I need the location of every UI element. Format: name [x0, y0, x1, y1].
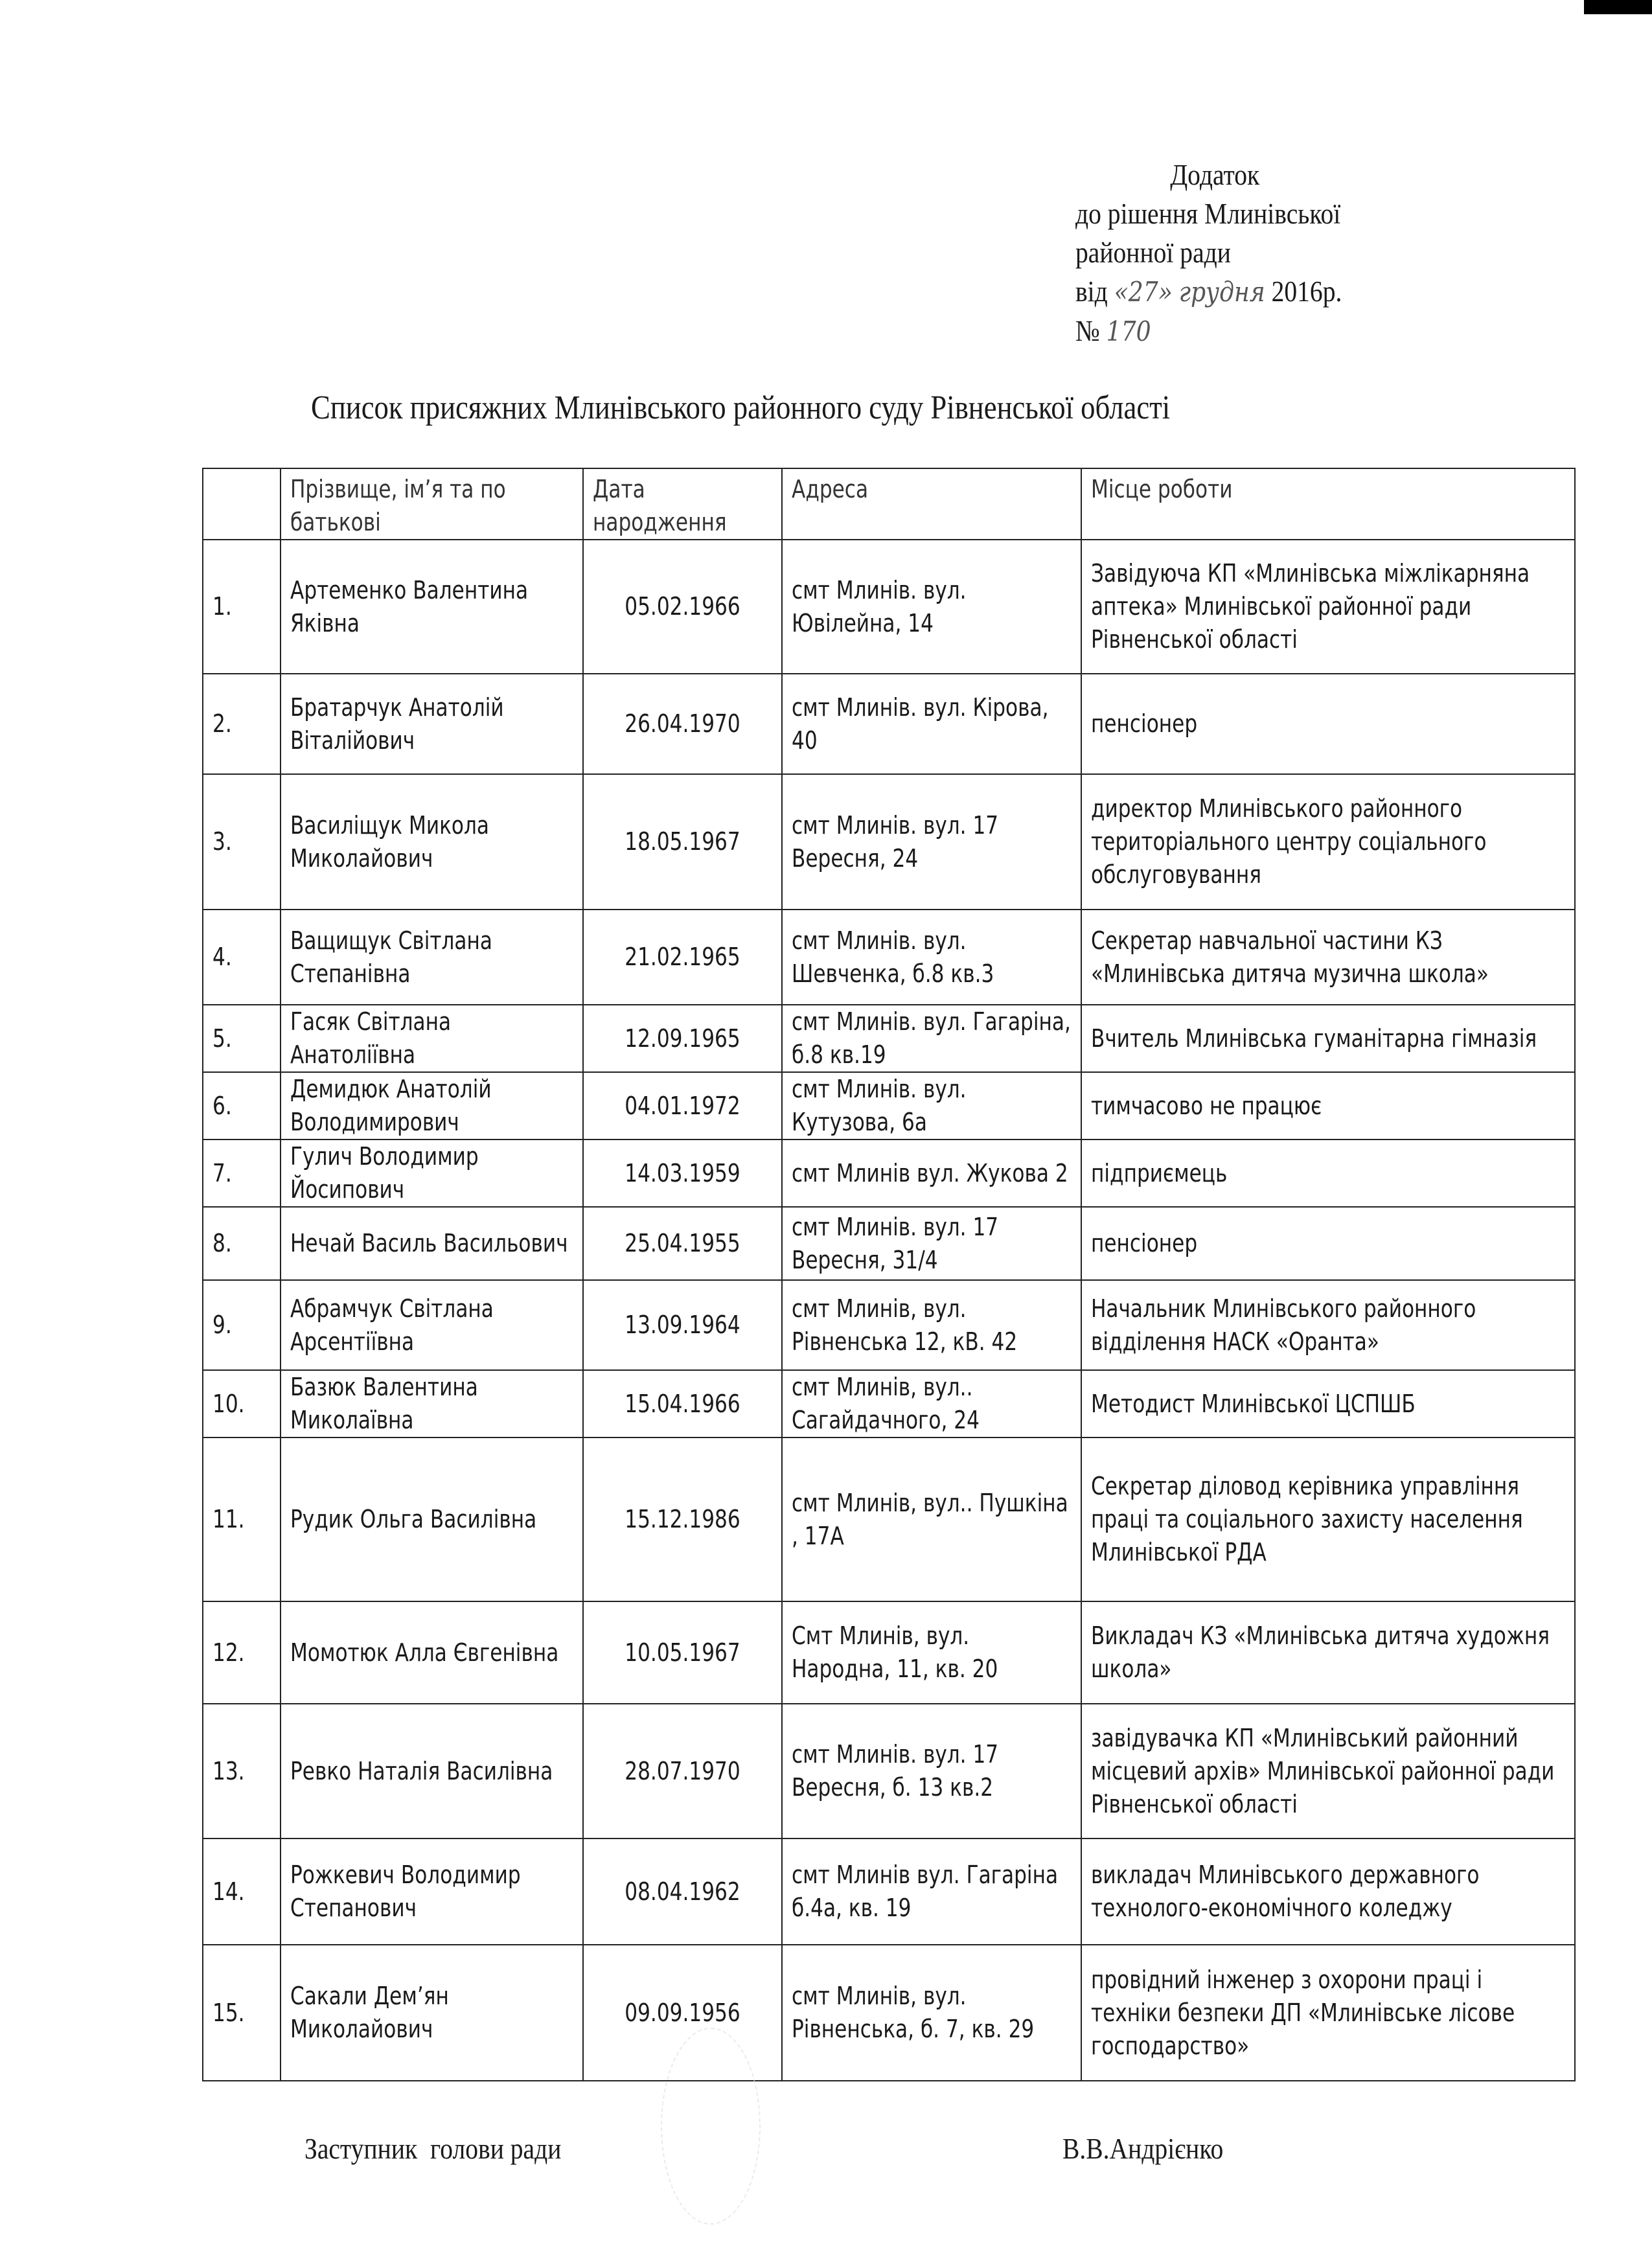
- juror-workplace: Вчитель Млинівська гуманітарна гімназія: [1081, 1005, 1575, 1072]
- juror-name: Гасяк Світлана Анатоліївна: [281, 1005, 583, 1072]
- jurors-table: [202, 468, 1576, 2081]
- juror-workplace: підприємець: [1081, 1140, 1575, 1207]
- table-row: [203, 674, 1575, 774]
- juror-address: смт Млинів. вул. 17 Вересня, 31/4: [782, 1207, 1081, 1280]
- appendix-label: Додаток: [1170, 158, 1260, 191]
- juror-address: смт Млинів. вул. Гагаріна, б.8 кв.19: [782, 1005, 1081, 1072]
- handwritten-number: 170: [1106, 315, 1151, 347]
- juror-birth-date: 15.04.1966: [583, 1370, 782, 1438]
- juror-name: Братарчук Анатолій Віталійович: [281, 674, 583, 774]
- row-number: 1.: [203, 540, 281, 674]
- juror-address: смт Млинів. вул. 17 Вересня, 24: [782, 774, 1081, 910]
- juror-name: Сакали Дем’ян Миколайович: [281, 1945, 583, 2081]
- juror-name: Василіщук Микола Миколайович: [281, 774, 583, 910]
- row-number: 5.: [203, 1005, 281, 1072]
- juror-workplace: Методист Млинівської ЦСПШБ: [1081, 1370, 1575, 1438]
- juror-workplace: директор Млинівського районного територіального центру соціального обслуговування: [1081, 774, 1575, 910]
- juror-workplace: Секретар діловод керівника управління праці та соціального захисту населення Млинівської РДА: [1081, 1438, 1575, 1601]
- juror-birth-date: 05.02.1966: [583, 540, 782, 674]
- juror-name: Базюк Валентина Миколаївна: [281, 1370, 583, 1438]
- juror-birth-date: 25.04.1955: [583, 1207, 782, 1280]
- row-number: 2.: [203, 674, 281, 774]
- juror-workplace: тимчасово не працює: [1081, 1072, 1575, 1140]
- row-number: 13.: [203, 1704, 281, 1838]
- juror-address: Смт Млинів, вул. Народна, 11, кв. 20: [782, 1601, 1081, 1704]
- juror-birth-date: 15.12.1986: [583, 1438, 782, 1601]
- handwritten-month: грудня: [1178, 276, 1265, 308]
- header-number: [203, 468, 281, 540]
- juror-birth-date: 26.04.1970: [583, 674, 782, 774]
- juror-birth-date: 13.09.1964: [583, 1280, 782, 1370]
- juror-name: Гулич Володимир Йосипович: [281, 1140, 583, 1207]
- juror-name: Момотюк Алла Євгенівна: [281, 1601, 583, 1704]
- juror-address: смт Млинів, вул. Рівненська 12, кВ. 42: [782, 1280, 1081, 1370]
- table-row: [203, 910, 1575, 1005]
- juror-workplace: Завідуюча КП «Млинівська міжлікарняна аптека» Млинівської районної ради Рівненської області: [1081, 540, 1575, 674]
- juror-address: смт Млинів. вул. Кутузова, 6а: [782, 1072, 1081, 1140]
- juror-address: смт Млинів. вул. Кірова, 40: [782, 674, 1081, 774]
- juror-birth-date: 09.09.1956: [583, 1945, 782, 2081]
- row-number: 10.: [203, 1370, 281, 1438]
- faded-stamp: [661, 2028, 761, 2225]
- juror-address: смт Млинів вул. Жукова 2: [782, 1140, 1081, 1207]
- row-number: 3.: [203, 774, 281, 910]
- row-number: 9.: [203, 1280, 281, 1370]
- appendix-date-line: [1075, 272, 1342, 312]
- row-number: 7.: [203, 1140, 281, 1207]
- row-number: 8.: [203, 1207, 281, 1280]
- date-year: 2016р.: [1271, 275, 1342, 308]
- header-birth-date: Дата народження: [583, 468, 782, 540]
- juror-birth-date: 21.02.1965: [583, 910, 782, 1005]
- juror-address: смт Млинів вул. Гагаріна б.4а, кв. 19: [782, 1838, 1081, 1945]
- juror-address: смт Млинів, вул. Рівненська, б. 7, кв. 29: [782, 1945, 1081, 2081]
- appendix-decision-line: до рішення Млинівської: [1075, 197, 1341, 230]
- table-row: [203, 1207, 1575, 1280]
- juror-address: смт Млинів. вул. 17 Вересня, б. 13 кв.2: [782, 1704, 1081, 1838]
- table-row: [203, 1072, 1575, 1140]
- appendix-council-line: районної ради: [1075, 236, 1231, 269]
- row-number: 11.: [203, 1438, 281, 1601]
- juror-workplace: провідний інженер з охорони праці і техніки безпеки ДП «Млинівське лісове господарство»: [1081, 1945, 1575, 2081]
- appendix-number-line: [1075, 312, 1342, 351]
- juror-address: смт Млинів. вул. Ювілейна, 14: [782, 540, 1081, 674]
- juror-birth-date: 12.09.1965: [583, 1005, 782, 1072]
- table-row: [203, 1838, 1575, 1945]
- signatory-name: В.В.Андрієнко: [1062, 2132, 1224, 2165]
- table-header-row: [203, 468, 1575, 540]
- header-workplace: Місце роботи: [1081, 468, 1575, 540]
- table-row: [203, 1005, 1575, 1072]
- juror-birth-date: 04.01.1972: [583, 1072, 782, 1140]
- juror-birth-date: 10.05.1967: [583, 1601, 782, 1704]
- juror-name: Абрамчук Світлана Арсентіївна: [281, 1280, 583, 1370]
- row-number: 14.: [203, 1838, 281, 1945]
- header-address: Адреса: [782, 468, 1081, 540]
- juror-name: Рудик Ольга Василівна: [281, 1438, 583, 1601]
- juror-name: Рожкевич Володимир Степанович: [281, 1838, 583, 1945]
- juror-workplace: пенсіонер: [1081, 1207, 1575, 1280]
- row-number: 12.: [203, 1601, 281, 1704]
- juror-name: Ревко Наталія Василівна: [281, 1704, 583, 1838]
- number-prefix: №: [1075, 314, 1100, 347]
- juror-address: смт Млинів, вул.. Сагайдачного, 24: [782, 1370, 1081, 1438]
- row-number: 4.: [203, 910, 281, 1005]
- handwritten-day: «27»: [1114, 276, 1173, 308]
- juror-name: Ващищук Світлана Степанівна: [281, 910, 583, 1005]
- table-row: [203, 1704, 1575, 1838]
- table-row: [203, 1140, 1575, 1207]
- juror-workplace: Начальник Млинівського районного відділення НАСК «Оранта»: [1081, 1280, 1575, 1370]
- juror-name: Нечай Василь Васильович: [281, 1207, 583, 1280]
- appendix-header: [1075, 155, 1342, 351]
- juror-birth-date: 08.04.1962: [583, 1838, 782, 1945]
- juror-address: смт Млинів. вул. Шевченка, б.8 кв.3: [782, 910, 1081, 1005]
- date-prefix: від: [1075, 275, 1108, 308]
- document-title: Список присяжних Млинівського районного суду Рівненської області: [311, 389, 1171, 426]
- signatory-position: Заступник голови ради: [304, 2132, 562, 2165]
- juror-birth-date: 28.07.1970: [583, 1704, 782, 1838]
- juror-name: Демидюк Анатолій Володимирович: [281, 1072, 583, 1140]
- table-row: [203, 540, 1575, 674]
- juror-workplace: завідувачка КП «Млинівський районний місцевий архів» Млинівської районної ради Рівненської області: [1081, 1704, 1575, 1838]
- table-row: [203, 1601, 1575, 1704]
- table-row: [203, 1945, 1575, 2081]
- juror-workplace: Секретар навчальної частини КЗ «Млинівська дитяча музична школа»: [1081, 910, 1575, 1005]
- row-number: 6.: [203, 1072, 281, 1140]
- juror-name: Артеменко Валентина Яківна: [281, 540, 583, 674]
- table-row: [203, 1370, 1575, 1438]
- juror-workplace: пенсіонер: [1081, 674, 1575, 774]
- table-row: [203, 1280, 1575, 1370]
- header-full-name: Прізвище, ім’я та по батькові: [281, 468, 583, 540]
- juror-workplace: викладач Млинівського державного технолого-економічного коледжу: [1081, 1838, 1575, 1945]
- juror-birth-date: 14.03.1959: [583, 1140, 782, 1207]
- table-row: [203, 774, 1575, 910]
- row-number: 15.: [203, 1945, 281, 2081]
- juror-workplace: Викладач КЗ «Млинівська дитяча художня школа»: [1081, 1601, 1575, 1704]
- scan-edge-mark: [1584, 0, 1652, 14]
- table-row: [203, 1438, 1575, 1601]
- juror-address: смт Млинів, вул.. Пушкіна , 17А: [782, 1438, 1081, 1601]
- juror-birth-date: 18.05.1967: [583, 774, 782, 910]
